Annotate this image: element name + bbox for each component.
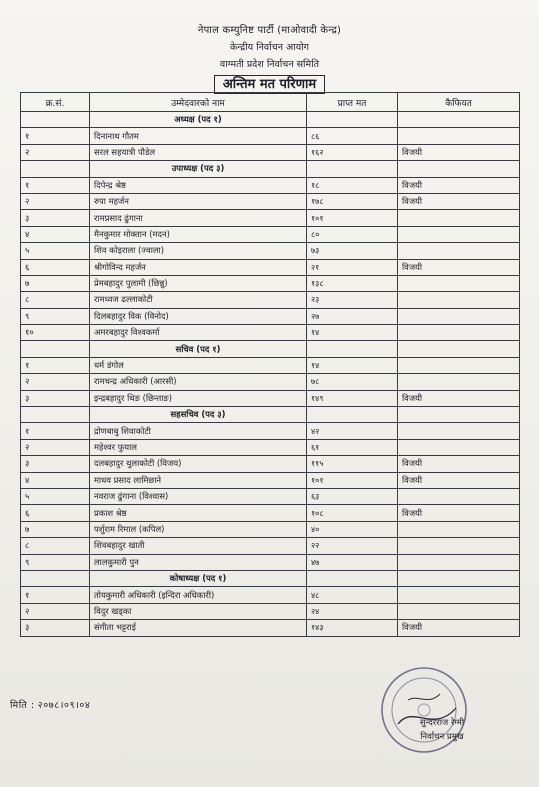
serial-number-cell: १ bbox=[21, 423, 90, 439]
section-blank-cell bbox=[307, 112, 398, 128]
section-heading: कोषाध्यक्ष (पद १) bbox=[90, 570, 307, 586]
serial-number-cell: १० bbox=[21, 325, 90, 341]
candidate-name-cell: लालकुमारी पुन bbox=[90, 554, 307, 570]
serial-number-cell: ९ bbox=[21, 554, 90, 570]
votes-cell: १०१ bbox=[307, 210, 398, 226]
section-blank-cell bbox=[307, 407, 398, 423]
candidate-name-cell: माधव प्रसाद लामिछाने bbox=[90, 472, 307, 488]
table-header-row bbox=[21, 93, 520, 112]
votes-cell: १०८ bbox=[307, 505, 398, 521]
votes-cell: ६३ bbox=[307, 488, 398, 504]
candidate-name-cell: द्रोणबाबु शिवाकोटी bbox=[90, 423, 307, 439]
votes-cell: २७ bbox=[307, 308, 398, 324]
remark-cell: विजयी bbox=[398, 505, 520, 521]
date-label: मिति : bbox=[10, 700, 35, 711]
candidate-name-cell: श्रीगोविन्द महर्जन bbox=[90, 259, 307, 275]
remark-cell: विजयी bbox=[398, 193, 520, 209]
table-row bbox=[21, 226, 520, 242]
votes-cell: ६१ bbox=[307, 439, 398, 455]
section-heading: उपाध्यक्ष (पद ३) bbox=[90, 161, 307, 177]
table-row bbox=[21, 488, 520, 504]
votes-cell: ८० bbox=[307, 226, 398, 242]
remark-cell bbox=[398, 292, 520, 308]
candidate-name-cell: इन्द्रबहादुर थिङ (छिन्ताङ) bbox=[90, 390, 307, 406]
serial-number-cell: ५ bbox=[21, 243, 90, 259]
signatory-name: सुन्दरराज रेग्मी bbox=[419, 718, 465, 728]
table-row bbox=[21, 193, 520, 209]
table-row bbox=[21, 521, 520, 537]
section-heading-row bbox=[21, 112, 520, 128]
candidate-name-cell: शिव कोइराला (ज्वाला) bbox=[90, 243, 307, 259]
section-blank-cell bbox=[398, 570, 520, 586]
table-row bbox=[21, 472, 520, 488]
col-header-sn: क्र.सं. bbox=[21, 93, 90, 112]
section-heading: सहसचिव (पद ३) bbox=[90, 407, 307, 423]
votes-cell: २३ bbox=[307, 292, 398, 308]
section-blank-cell bbox=[21, 161, 90, 177]
serial-number-cell: १ bbox=[21, 587, 90, 603]
remark-cell bbox=[398, 308, 520, 324]
table-row bbox=[21, 357, 520, 373]
serial-number-cell: ५ bbox=[21, 488, 90, 504]
serial-number-cell: २ bbox=[21, 374, 90, 390]
section-blank-cell bbox=[21, 570, 90, 586]
remark-cell bbox=[398, 554, 520, 570]
province-committee-name: वाग्मती प्रदेश निर्वाचन समिति bbox=[219, 59, 320, 70]
date-value: २०७८।०९।०४ bbox=[37, 700, 91, 711]
document-title bbox=[0, 74, 539, 92]
serial-number-cell: ७ bbox=[21, 275, 90, 291]
remark-cell: विजयी bbox=[398, 620, 520, 636]
col-header-name: उम्मेदवारको नाम bbox=[90, 93, 307, 112]
remark-cell: विजयी bbox=[398, 259, 520, 275]
section-heading-row bbox=[21, 570, 520, 586]
candidate-name-cell: विदुर खड्का bbox=[90, 603, 307, 619]
candidate-name-cell: धर्म डंगोल bbox=[90, 357, 307, 373]
section-heading-row bbox=[21, 161, 520, 177]
table-row bbox=[21, 423, 520, 439]
remark-cell bbox=[398, 521, 520, 537]
votes-cell: १४ bbox=[307, 357, 398, 373]
commission-name: केन्द्रीय निर्वाचन आयोग bbox=[229, 42, 310, 53]
serial-number-cell: २ bbox=[21, 439, 90, 455]
section-heading: अध्यक्ष (पद १) bbox=[90, 112, 307, 128]
candidate-name-cell: प्रकाश श्रेष्ठ bbox=[90, 505, 307, 521]
section-blank-cell bbox=[398, 112, 520, 128]
candidate-name-cell: दिनानाथ गौतम bbox=[90, 128, 307, 144]
table-row bbox=[21, 128, 520, 144]
candidate-name-cell: संगीता भट्टराई bbox=[90, 620, 307, 636]
serial-number-cell: ४ bbox=[21, 472, 90, 488]
serial-number-cell: २ bbox=[21, 603, 90, 619]
table-row bbox=[21, 554, 520, 570]
votes-cell: ११५ bbox=[307, 456, 398, 472]
table-row bbox=[21, 243, 520, 259]
votes-cell: १४३ bbox=[307, 620, 398, 636]
remark-cell bbox=[398, 210, 520, 226]
serial-number-cell: ८ bbox=[21, 538, 90, 554]
date-line bbox=[10, 698, 90, 711]
serial-number-cell: १ bbox=[21, 177, 90, 193]
candidate-name-cell: दिलबहादुर विक (विनोद) bbox=[90, 308, 307, 324]
remark-cell bbox=[398, 587, 520, 603]
candidate-name-cell: मैनकुमार मोक्तान (मदन) bbox=[90, 226, 307, 242]
remark-cell bbox=[398, 128, 520, 144]
remark-cell: विजयी bbox=[398, 390, 520, 406]
results-table-body bbox=[21, 112, 520, 637]
section-blank-cell bbox=[398, 161, 520, 177]
serial-number-cell: १ bbox=[21, 357, 90, 373]
table-row bbox=[21, 587, 520, 603]
remark-cell bbox=[398, 357, 520, 373]
serial-number-cell: ३ bbox=[21, 620, 90, 636]
table-row bbox=[21, 620, 520, 636]
section-blank-cell bbox=[21, 341, 90, 357]
votes-cell: १३८ bbox=[307, 275, 398, 291]
table-row bbox=[21, 439, 520, 455]
section-heading-row bbox=[21, 407, 520, 423]
serial-number-cell: ७ bbox=[21, 521, 90, 537]
candidate-name-cell: दिपेन्द्र श्रेष्ठ bbox=[90, 177, 307, 193]
table-row bbox=[21, 308, 520, 324]
col-header-votes: प्राप्त मत bbox=[307, 93, 398, 112]
candidate-name-cell: तोयकुमारी अधिकारी (इन्दिरा अधिकारी) bbox=[90, 587, 307, 603]
serial-number-cell: ३ bbox=[21, 390, 90, 406]
serial-number-cell: २ bbox=[21, 144, 90, 160]
section-blank-cell bbox=[398, 341, 520, 357]
col-header-remark: कैफियत bbox=[398, 93, 520, 112]
party-name: नेपाल कम्युनिष्ट पार्टी (माओवादी केन्द्र) bbox=[197, 25, 342, 36]
signature-block bbox=[392, 716, 492, 744]
remark-cell: विजयी bbox=[398, 472, 520, 488]
votes-cell: ४८ bbox=[307, 587, 398, 603]
votes-cell: १८ bbox=[307, 177, 398, 193]
votes-cell: २१ bbox=[307, 259, 398, 275]
remark-cell bbox=[398, 538, 520, 554]
serial-number-cell: ६ bbox=[21, 505, 90, 521]
votes-cell: ४७ bbox=[307, 554, 398, 570]
results-table bbox=[20, 92, 520, 637]
candidate-name-cell: नवराज ढुंगाना (विश्वास) bbox=[90, 488, 307, 504]
remark-cell bbox=[398, 325, 520, 341]
serial-number-cell: १ bbox=[21, 128, 90, 144]
serial-number-cell: ३ bbox=[21, 210, 90, 226]
votes-cell: १७८ bbox=[307, 193, 398, 209]
document-title-text: अन्तिम मत परिणाम bbox=[214, 75, 325, 94]
votes-cell: २४ bbox=[307, 603, 398, 619]
table-row bbox=[21, 538, 520, 554]
table-row bbox=[21, 505, 520, 521]
table-row bbox=[21, 390, 520, 406]
table-row bbox=[21, 603, 520, 619]
candidate-name-cell: प्रेमबहादुर पुलामी (छिन्नु) bbox=[90, 275, 307, 291]
candidate-name-cell: रामचन्द्र अधिकारी (आरसी) bbox=[90, 374, 307, 390]
remark-cell bbox=[398, 488, 520, 504]
votes-cell: ८६ bbox=[307, 128, 398, 144]
section-blank-cell bbox=[307, 341, 398, 357]
serial-number-cell: ९ bbox=[21, 308, 90, 324]
votes-cell: ४२ bbox=[307, 423, 398, 439]
section-blank-cell bbox=[398, 407, 520, 423]
votes-cell: ७३ bbox=[307, 243, 398, 259]
section-heading-row bbox=[21, 341, 520, 357]
candidate-name-cell: अमरबहादुर विश्वकर्मा bbox=[90, 325, 307, 341]
candidate-name-cell: रामध्वज ढल्लाकोटी bbox=[90, 292, 307, 308]
remark-cell bbox=[398, 226, 520, 242]
candidate-name-cell: दलबहादुर थुलाकोटी (विजय) bbox=[90, 456, 307, 472]
serial-number-cell: ४ bbox=[21, 226, 90, 242]
candidate-name-cell: पर्शुराम रिमाल (कपिल) bbox=[90, 521, 307, 537]
table-row bbox=[21, 325, 520, 341]
serial-number-cell: २ bbox=[21, 193, 90, 209]
table-row bbox=[21, 177, 520, 193]
votes-cell: १४९ bbox=[307, 390, 398, 406]
section-blank-cell bbox=[21, 407, 90, 423]
candidate-name-cell: रामप्रसाद ढुंगाना bbox=[90, 210, 307, 226]
remark-cell: विजयी bbox=[398, 456, 520, 472]
votes-cell: ४० bbox=[307, 521, 398, 537]
signatory-title: निर्वाचन प्रमुख bbox=[420, 732, 464, 742]
remark-cell bbox=[398, 423, 520, 439]
candidate-name-cell: सरल सहयात्री पौडेल bbox=[90, 144, 307, 160]
votes-cell: १०१ bbox=[307, 472, 398, 488]
table-row bbox=[21, 259, 520, 275]
table-row bbox=[21, 456, 520, 472]
table-row bbox=[21, 210, 520, 226]
remark-cell: विजयी bbox=[398, 144, 520, 160]
votes-cell: १४ bbox=[307, 325, 398, 341]
section-blank-cell bbox=[307, 161, 398, 177]
serial-number-cell: ६ bbox=[21, 259, 90, 275]
candidate-name-cell: रुपा महर्जन bbox=[90, 193, 307, 209]
section-blank-cell bbox=[307, 570, 398, 586]
votes-cell: ७८ bbox=[307, 374, 398, 390]
candidate-name-cell: महेश्वर फुयाल bbox=[90, 439, 307, 455]
section-heading: सचिव (पद १) bbox=[90, 341, 307, 357]
table-row bbox=[21, 144, 520, 160]
table-row bbox=[21, 275, 520, 291]
serial-number-cell: ८ bbox=[21, 292, 90, 308]
remark-cell bbox=[398, 374, 520, 390]
remark-cell bbox=[398, 243, 520, 259]
votes-cell: २२ bbox=[307, 538, 398, 554]
table-row bbox=[21, 292, 520, 308]
remark-cell bbox=[398, 275, 520, 291]
candidate-name-cell: शिवबहादुर खाती bbox=[90, 538, 307, 554]
serial-number-cell: ३ bbox=[21, 456, 90, 472]
remark-cell bbox=[398, 603, 520, 619]
table-row bbox=[21, 374, 520, 390]
remark-cell bbox=[398, 439, 520, 455]
remark-cell: विजयी bbox=[398, 177, 520, 193]
section-blank-cell bbox=[21, 112, 90, 128]
votes-cell: १६२ bbox=[307, 144, 398, 160]
